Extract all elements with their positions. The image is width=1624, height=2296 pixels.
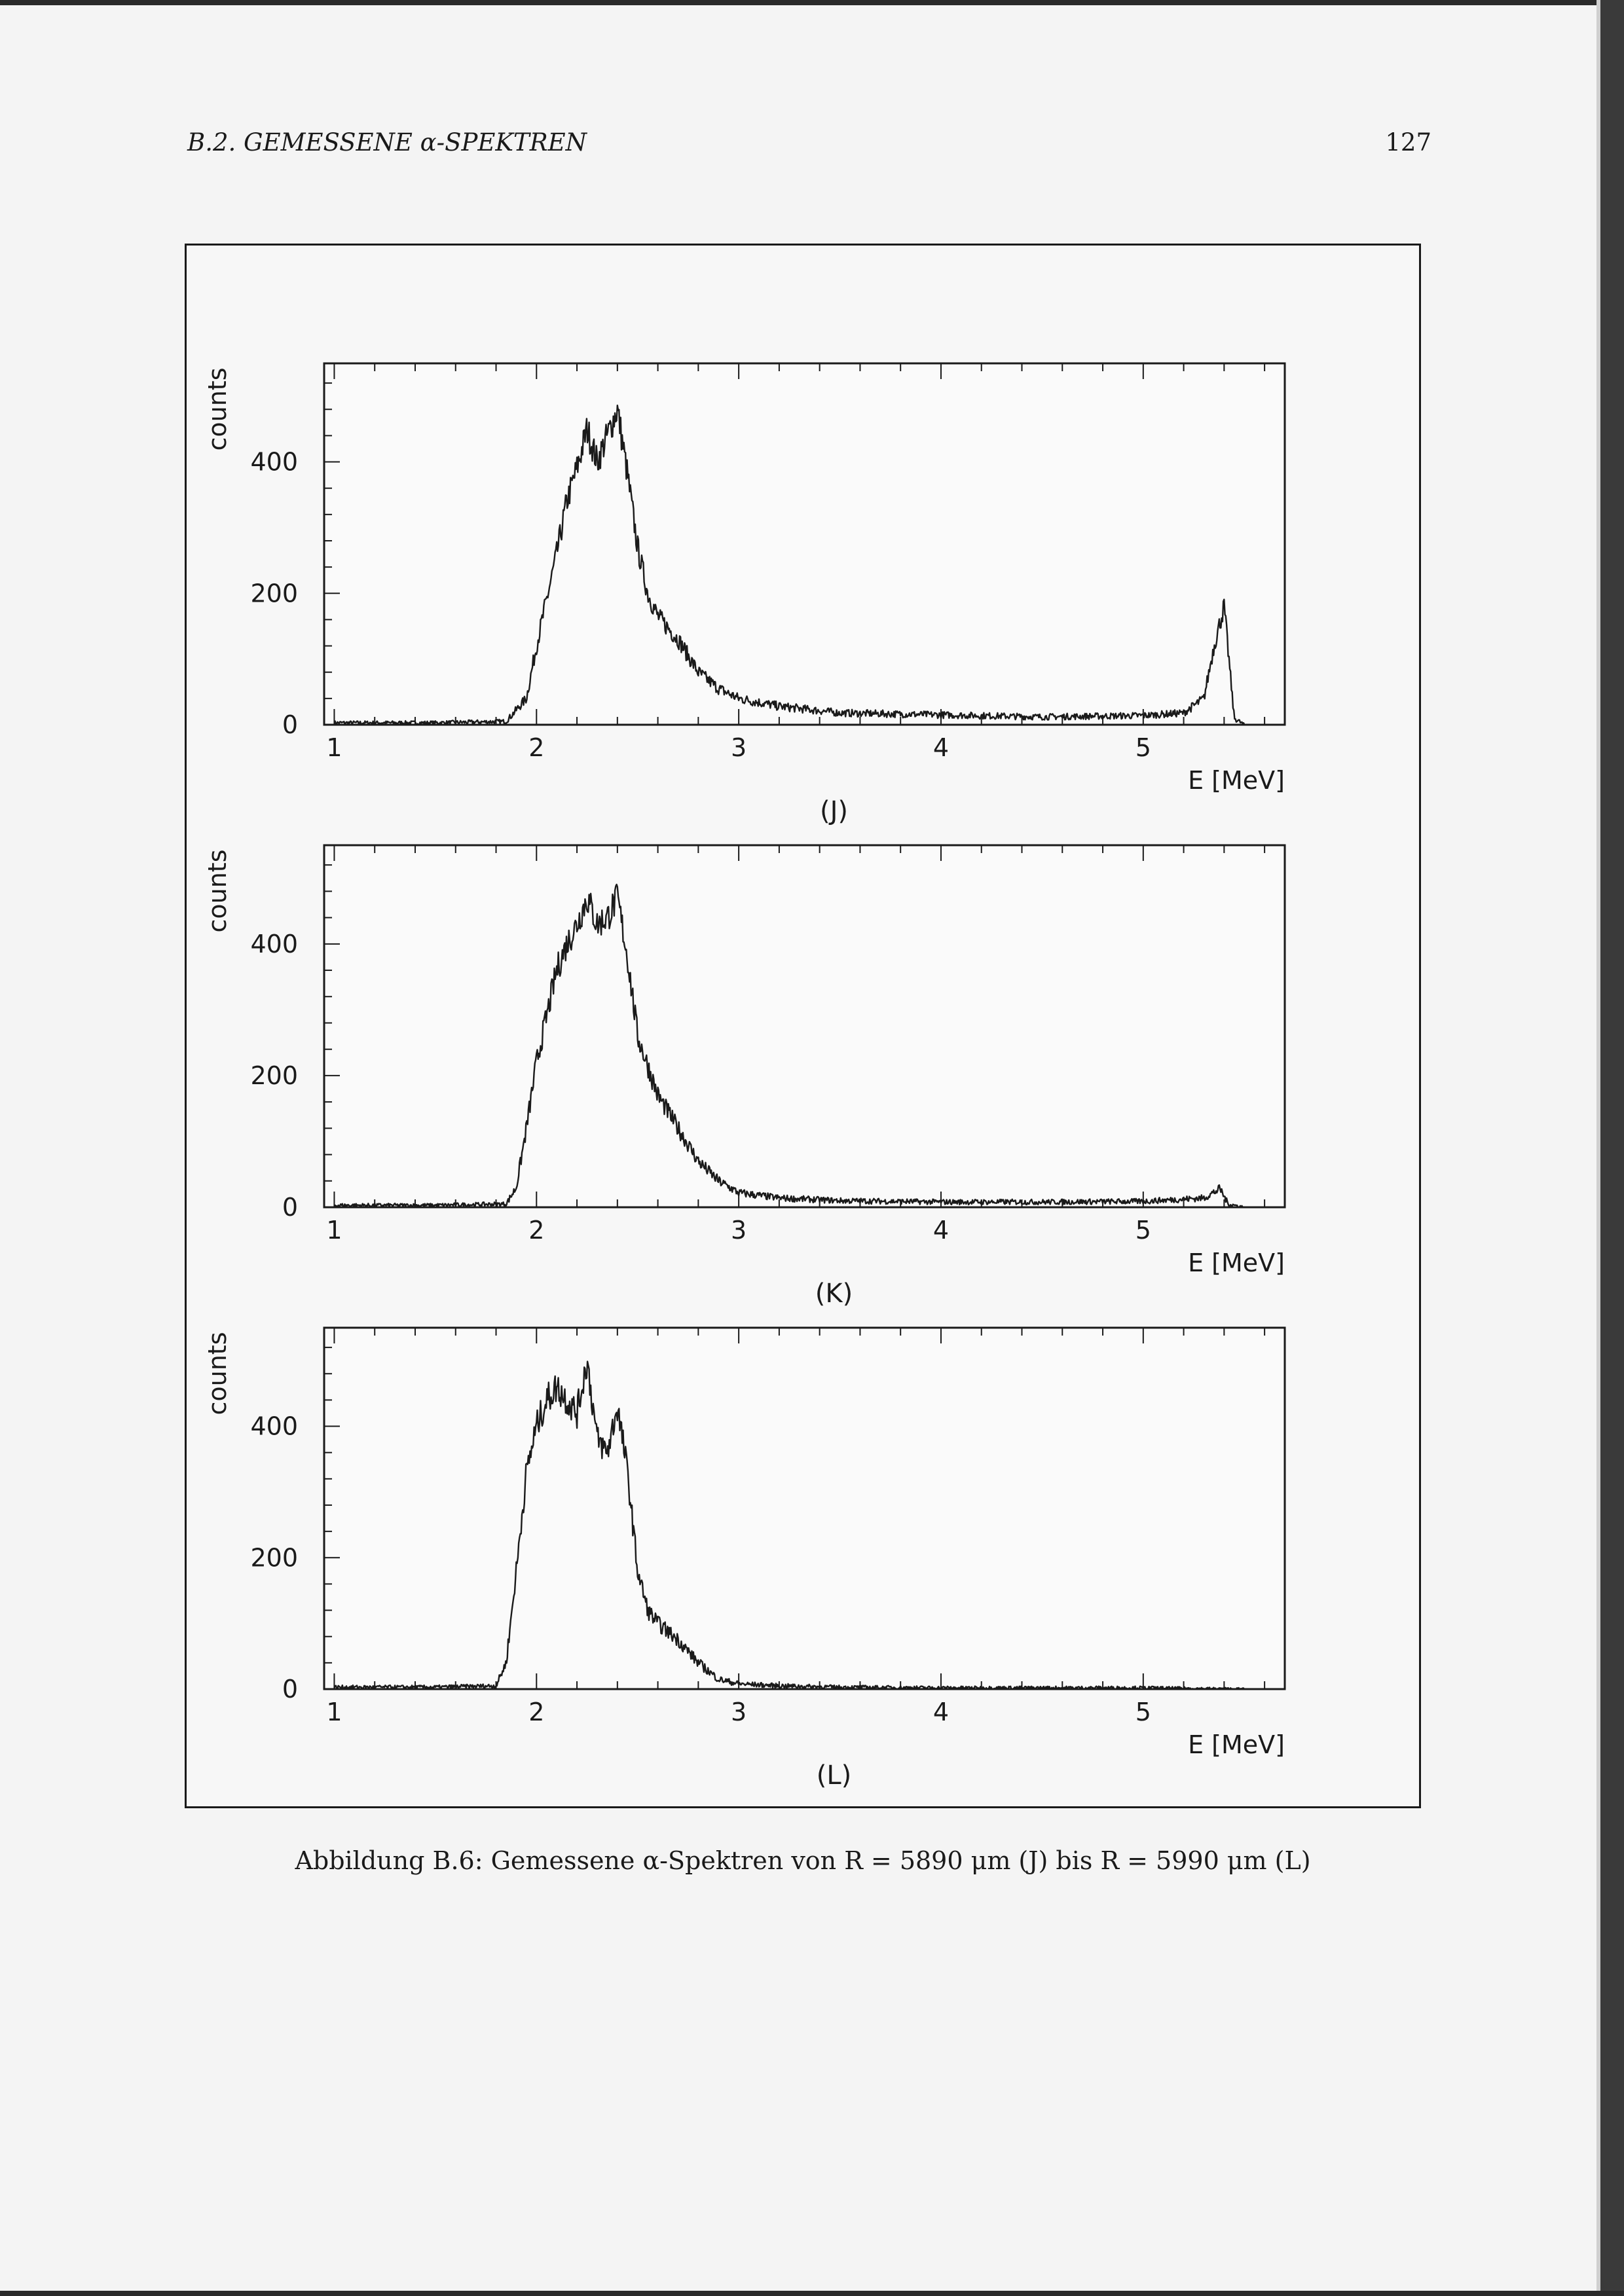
y-axis-label: counts: [203, 1332, 232, 1415]
x-tick-label: 2: [528, 1216, 545, 1245]
x-tick-label: 1: [326, 733, 342, 762]
spectrum-panel-1: [203, 363, 1285, 826]
x-tick-label: 3: [731, 1216, 747, 1245]
panel-label: (K): [815, 1279, 853, 1309]
plot-area: [324, 1328, 1285, 1689]
y-tick-label: 400: [250, 1412, 298, 1441]
x-tick-label: 4: [932, 733, 950, 762]
spectra-plots: [185, 244, 1421, 1808]
x-axis-label: E [MeV]: [1188, 1730, 1285, 1759]
y-tick-label: 400: [250, 929, 298, 958]
y-axis-label: counts: [203, 367, 232, 451]
plot-area: [324, 363, 1285, 725]
y-tick-label: 400: [250, 447, 298, 477]
x-tick-label: 5: [1135, 733, 1151, 762]
x-tick-label: 2: [528, 733, 545, 762]
x-tick-label: 2: [528, 1698, 545, 1726]
y-tick-label: 200: [250, 1061, 298, 1090]
running-header: [187, 128, 1431, 168]
x-tick-label: 4: [932, 1698, 950, 1726]
x-tick-label: 4: [932, 1216, 950, 1245]
y-axis-label: counts: [203, 849, 232, 933]
y-tick-label: 0: [282, 710, 298, 739]
y-tick-label: 0: [282, 1193, 298, 1222]
x-tick-label: 3: [731, 1698, 747, 1726]
x-tick-label: 1: [326, 1698, 342, 1726]
scan-right-edge: [1600, 0, 1624, 2296]
page-number: 127: [1385, 128, 1431, 156]
figure-caption: Abbildung B.6: Gemessene α-Spektren von R = 5890 μm (J) bis R = 5990 μm (L): [295, 1846, 1311, 1875]
scan-top-edge: [0, 0, 1624, 5]
panel-label: (J): [819, 796, 849, 826]
x-axis-label: E [MeV]: [1188, 1248, 1285, 1277]
plot-area: [324, 845, 1285, 1207]
section-title: B.2. GEMESSENE α-SPEKTREN: [187, 128, 587, 156]
x-tick-label: 5: [1135, 1698, 1151, 1726]
x-tick-label: 5: [1135, 1216, 1151, 1245]
panel-label: (L): [816, 1760, 852, 1791]
scan-bottom-edge: [0, 2291, 1624, 2296]
y-tick-label: 200: [250, 579, 298, 608]
scan-right-shadow: [1596, 0, 1600, 2296]
x-tick-label: 3: [731, 733, 747, 762]
y-tick-label: 0: [282, 1675, 298, 1704]
y-tick-label: 200: [250, 1543, 298, 1573]
spectrum-panel-3: [203, 1328, 1285, 1791]
x-tick-label: 1: [326, 1216, 342, 1245]
x-axis-label: E [MeV]: [1188, 766, 1285, 795]
spectrum-panel-2: [203, 845, 1285, 1309]
